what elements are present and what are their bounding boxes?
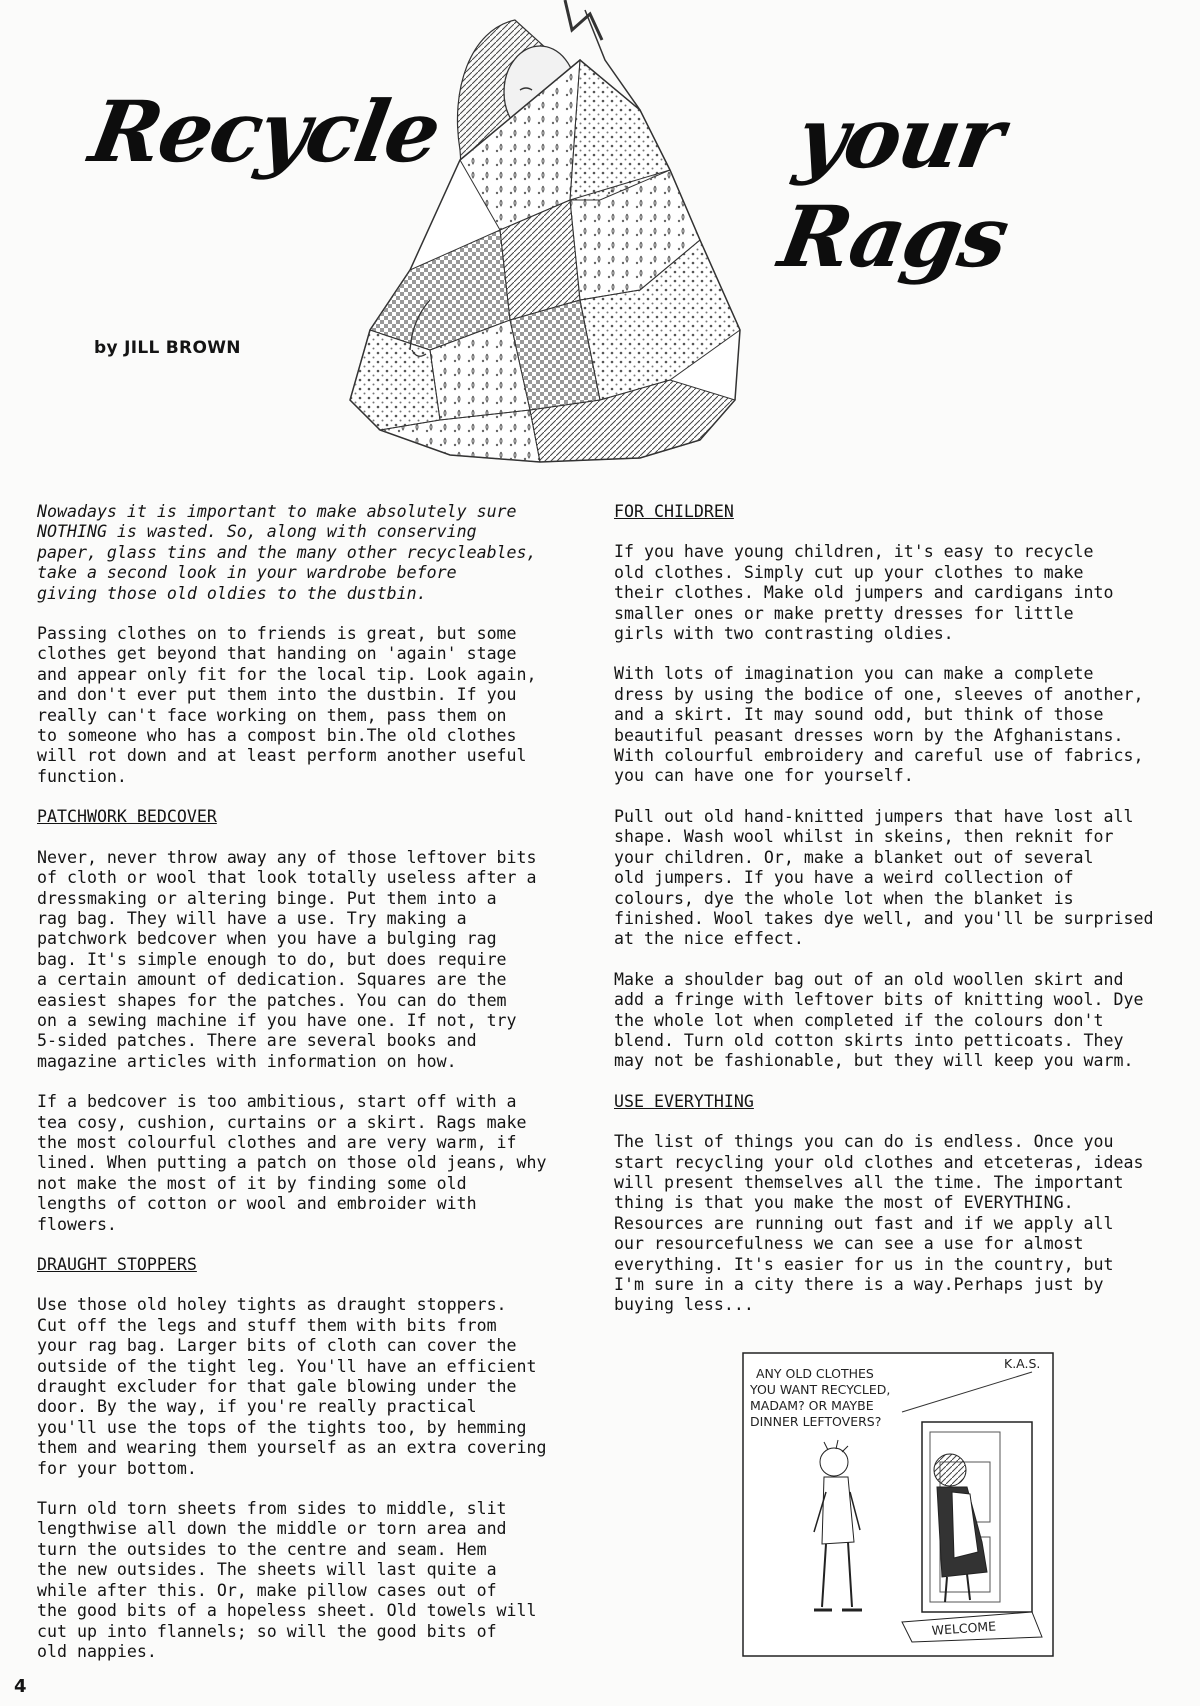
welcome-mat-text: WELCOME xyxy=(931,1618,997,1638)
paragraph: If you have young children, it's easy to recycle old clothes. Simply cut up your clothes to make their clothes. Make old jumpers and cardigans into smaller ones or make pretty dresses for little girls with two contrasting oldies. xyxy=(614,542,1114,644)
heading-for-children: FOR CHILDREN xyxy=(614,502,734,521)
cartoon-caption-line: MADAM? OR MAYBE xyxy=(750,1398,874,1413)
paragraph: Use those old holey tights as draught stoppers. Cut off the legs and stuff them with bits from your rag bag. Larger bits of cloth can cover the outside of the tight leg. You'll have an efficient draught excluder for that gale blowing under the door. By the way, if you're really practical you'll use the tops of the tights too, by hemming them and wearing them yourself as an extra covering for your bottom. xyxy=(37,1295,547,1478)
title-your-rags: your Rags xyxy=(772,88,1015,286)
left-column xyxy=(37,502,567,1682)
page-number: 4 xyxy=(14,1676,27,1697)
paragraph: Never, never throw away any of those leftover bits of cloth or wool that look totally useless after a dressmaking or altering binge. Put them into a rag bag. They will have a use. Try making a patchwork bedcover when you have a bulging rag bag. It's simple enough to do, but does require a certain amount of dedication. Squares are the easiest shapes for the patches. You can do them on a sewing machine if you have one. If not, try 5-sided patches. There are several books and magazine articles with information on how. xyxy=(37,847,537,1071)
cartoon-caption-line: ANY OLD CLOTHES xyxy=(756,1366,874,1381)
paragraph: Turn old torn sheets from sides to middle, slit lengthwise all down the middle or torn area and turn the outsides to the centre and seam. Hem the new outsides. The sheets will last quite a while after this. Or, make pillow cases out of the good bits of a hopeless sheet. Old towels will cut up into flannels; so will the good bits of old nappies. xyxy=(37,1499,537,1661)
heading-use-everything: USE EVERYTHING xyxy=(614,1091,754,1111)
paragraph: With lots of imagination you can make a complete dress by using the bodice of one, sleeves of another, and a skirt. It may sound odd, but think of those beautiful peasant dresses worn by the Afghanistans. With colourful embroidery and careful use of fabrics, you can have one for yourself. xyxy=(614,664,1144,786)
byline: by JILL BROWN xyxy=(94,338,241,358)
patchwork-woman-illustration xyxy=(340,0,760,470)
heading-patchwork-bedcover: PATCHWORK BEDCOVER xyxy=(37,807,217,827)
intro-paragraph: Nowadays it is important to make absolutely sure NOTHING is wasted. So, along with conserving paper, glass tins and the many other recycleables, take a second look in your wardrobe before giving those old oldies to the dustbin. xyxy=(37,502,537,603)
heading-draught-stoppers: DRAUGHT STOPPERS xyxy=(37,1255,197,1274)
paragraph: If a bedcover is too ambitious, start off with a tea cosy, cushion, curtains or a skirt. Rags make the most colourful clothes and are very warm, if lined. When putting a patch on those old jeans, why not make the most of it by finding some old lengths of cotton or wool and embroider with flowers. xyxy=(37,1092,547,1234)
cartoon-caption-line: YOU WANT RECYCLED, xyxy=(750,1382,891,1397)
paragraph: Passing clothes on to friends is great, but some clothes get beyond that handing on 'again' stage and appear only fit for the local tip. Look again, and don't ever put them into the dustbin. If you really can't face working on them, pass them on to someone who has a compost bin.The old clothes will rot down and at least perform another useful function. xyxy=(37,624,537,786)
right-column xyxy=(614,502,1174,1336)
cartoon-signature: K.A.S. xyxy=(1004,1356,1041,1371)
paragraph: Make a shoulder bag out of an old woollen skirt and add a fringe with leftover bits of knitting wool. Dye the whole lot when completed if the colours don't blend. Turn old cotton skirts into petticoats. They may not be fashionable, but they will keep you warm. xyxy=(614,969,1144,1071)
paragraph: Pull out old hand-knitted jumpers that have lost all shape. Wash wool whilst in skeins, then reknit for your children. Or, make a blanket out of several old jumpers. If you have a weird collection of colours, dye the whole lot when the blanket is finished. Wool takes dye well, and you'll be surprised at the nice effect. xyxy=(614,806,1154,949)
cartoon-caption-line: DINNER LEFTOVERS? xyxy=(750,1414,882,1429)
cartoon-illustration xyxy=(742,1352,1054,1657)
paragraph: The list of things you can do is endless. Once you start recycling your old clothes and etceteras, ideas will present themselves all the time. The important thing is that you make the most of EVERYTHING. Resources are running out fast and if we apply all our resourcefulness we can see a use for almost everything. It's easier for us in the country, but I'm sure in a city there is a way.Perhaps just by buying less... xyxy=(614,1132,1144,1315)
title-recycle: Recycle xyxy=(83,82,447,181)
